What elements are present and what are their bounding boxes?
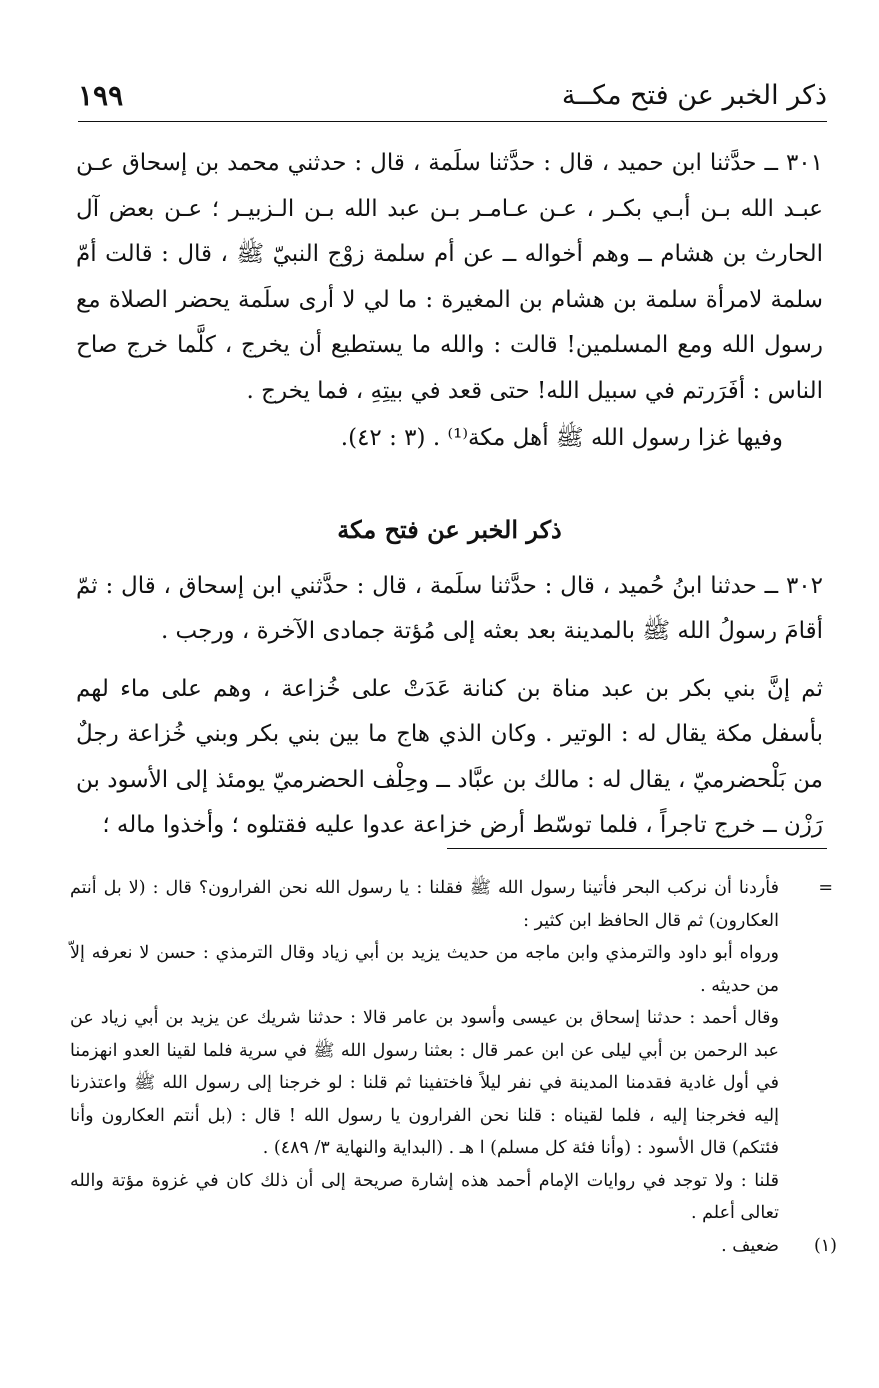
section-heading: ذكر الخبر عن فتح مكة [337, 514, 562, 544]
footnote-continuation-2: ورواه أبو داود والترمذي وابن ماجه من حديث يزيد بن أبي زياد وقال الترمذي : حسن لا نعرفه إلاّ من حديثه . [70, 943, 779, 996]
header-rule [78, 121, 827, 122]
running-head [78, 72, 827, 120]
footnote-1-text: ضعيف . [721, 1235, 779, 1256]
paragraph-301: ٣٠١ ــ حدَّثنا ابن حميد ، قال : حدَّثنا سلَمة ، قال : حدثني محمد بن إسحاق عـن عبـد الله بـن أبـي بكـر ، عـن عـامـر بـن عبد الله بـن الـزبيـر ؛ عـن بعض آل الحارث بن هشام ــ وهم أخواله ــ عن أم سلمة زوْج النبيّ ﷺ ، قال : قالت أمّ سلمة لامرأة سلمة بن هشام بن المغيرة : ما لي لا أرى سلَمة يحضر الصلاة مع رسول الله ومع المسلمين! قالت : والله ما يستطيع أن يخرج ، كلَّما خرج صاح الناس : أفَرَرتم في سبيل الله! حتى قعد في بيتِهِ ، فما يخرج . [76, 150, 823, 404]
paragraph-after-301: وفيها غزا رسول الله ﷺ أهل مكة⁽¹⁾ . (٣ : ٤٢). [340, 425, 783, 451]
page-number: ١٩٩ [78, 79, 124, 112]
running-title: ذكر الخبر عن فتح مكــة [561, 80, 827, 111]
footnote-continuation-4: قلنا : ولا توجد في روايات الإمام أحمد هذه إشارة صريحة إلى أن ذلك كان في غزوة مؤتة والله تعالى أعلم . [70, 1170, 779, 1223]
main-text [76, 141, 823, 849]
paragraph-302: ٣٠٢ ــ حدثنا ابنُ حُميد ، قال : حدَّثنا سلَمة ، قال : حدَّثني ابن إسحاق ، قال : ثمّ أقامَ رسولُ الله ﷺ بالمدينة بعد بعثه إلى مُؤتة جمادى الآخرة ، ورجب . [76, 572, 823, 644]
footnotes [70, 872, 837, 1262]
footnote-continuation-3: وقال أحمد : حدثنا إسحاق بن عيسى وأسود بن عامر قالا : حدثنا شريك عن يزيد بن أبي زياد عن عبد الرحمن بن أبي ليلى عن ابن عمر قال : بعثنا رسول الله ﷺ في سرية فلما لقينا العدو انهزمنا في أول غادية فقدمنا المدينة في نفر ليلاً فاختفينا ثم قلنا : لو خرجنا إلى رسول الله ﷺ واعتذرنا إليه فخرجنا إليه ، فلما لقيناه : قلنا نحن الفرارون يا رسول الله ! قال : (بل أنتم العكارون وأنا فئتكم) قال الأسود : (وأنا فئة كل مسلم) ا هـ . (البداية والنهاية ٣/ ٤٨٩) . [70, 1008, 779, 1158]
paragraph-then: ثم إنَّ بني بكر بن عبد مناة بن كنانة عَدَتْ على خُزاعة ، وهم على ماء لهم بأسفل مكة يقال له : الوتير . وكان الذي هاج ما بين بني بكر وبني خُزاعة رجلٌ من بَلْحضرميّ ، يقال له : مالك بن عبَّاد ــ وحِلْف الحضرميّ يومئذ إلى الأسود بن رَزْن ــ خرج تاجراً ، فلما توسّط أرض خزاعة عدوا عليه فقتلوه ؛ وأخذوا ماله ؛ [76, 675, 823, 838]
footnote-1 [70, 1230, 837, 1263]
footnote-continuation-1: = فأردنا أن نركب البحر فأتينا رسول الله ﷺ فقلنا : يا رسول الله نحن الفرارون؟ قال : (لا بل أنتم العكارون) ثم قال الحافظ ابن كثير : [70, 872, 823, 937]
footnote-rule [447, 848, 827, 849]
footnote-1-marker: (١) [813, 1235, 837, 1256]
